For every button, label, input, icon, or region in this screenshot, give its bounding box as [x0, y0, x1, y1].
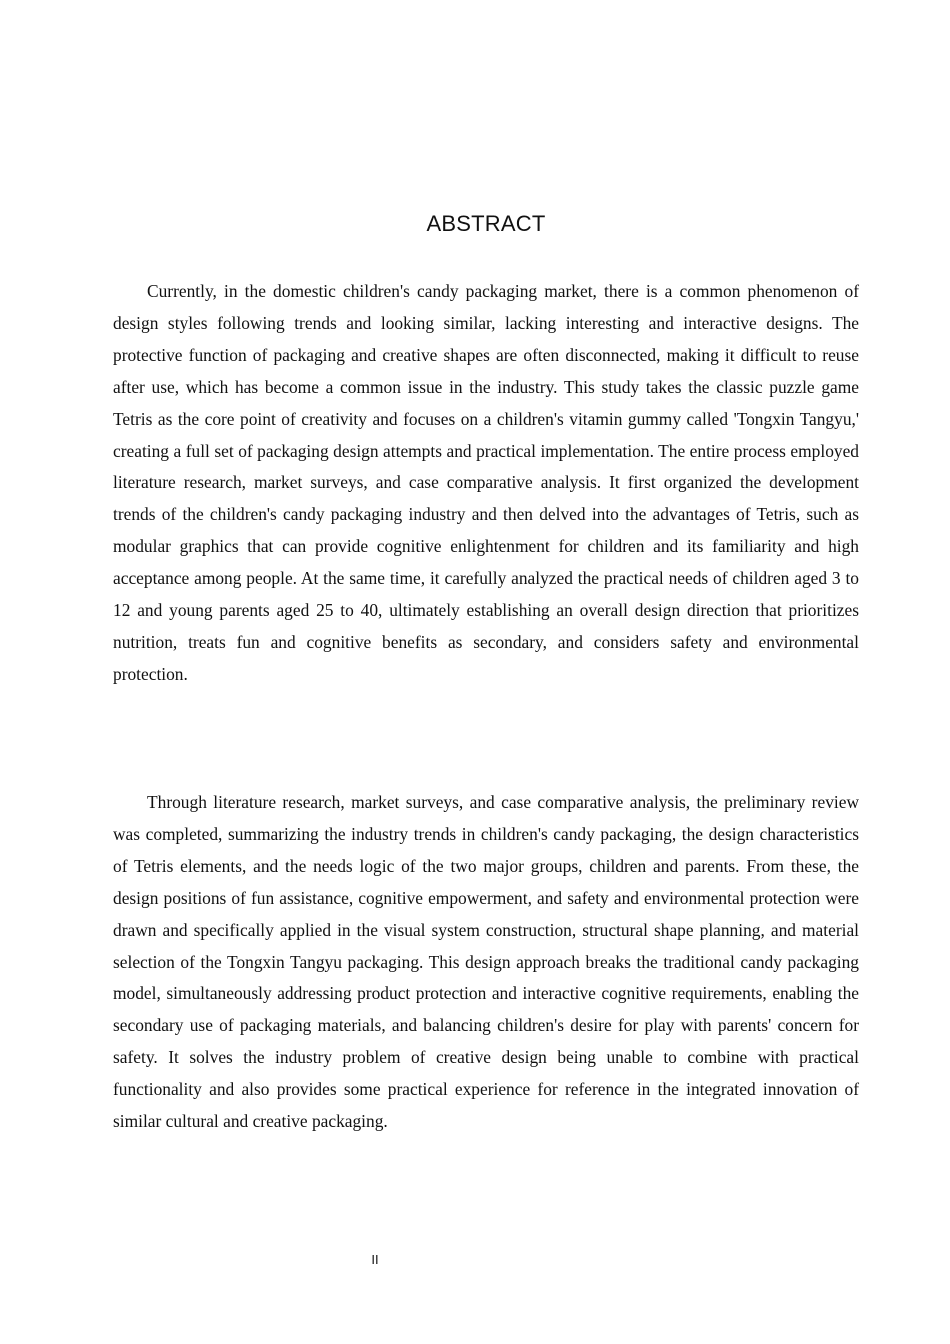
abstract-paragraph-2: Through literature research, market surveys, and case comparative analysis, the preliminary review was completed, summarizing the industry trends in children's candy packaging, the design characteristics of Tetris elements, and the needs logic of the two major groups, children and parents. From these, the design positions of fun assistance, cognitive empowerment, and safety and environmental protection were drawn and specifically applied in the visual system construction, structural shape planning, and material selection of the Tongxin Tangyu packaging. This design approach breaks the traditional candy packaging model, simultaneously addressing product protection and interactive cognitive requirements, enabling the secondary use of packaging materials, and balancing children's desire for play with parents' concern for safety. It solves the industry problem of creative design being unable to combine with practical functionality and also provides some practical experience for reference in the integrated innovation of similar cultural and creative packaging. — [113, 792, 859, 1132]
abstract-paragraph-1: Currently, in the domestic children's candy packaging market, there is a common phenomenon of design styles following trends and looking similar, lacking interesting and interactive designs. The protective function of packaging and creative shapes are often disconnected, making it difficult to reuse after use, which has become a common issue in the industry. This study takes the classic puzzle game Tetris as the core point of creativity and focuses on a children's vitamin gummy called 'Tongxin Tangyu,' creating a full set of packaging design attempts and practical implementation. The entire process employed literature research, market surveys, and case comparative analysis. It first organized the development trends of the children's candy packaging industry and then delved into the advantages of Tetris, such as modular graphics that can provide cognitive enlightenment for children and its familiarity and high acceptance among people. At the same time, it carefully analyzed the practical needs of children aged 3 to 12 and young parents aged 25 to 40, ultimately establishing an overall design direction that prioritizes nutrition, treats fun and cognitive benefits as secondary, and considers safety and environmental protection. — [113, 281, 859, 684]
page-number: II — [371, 1252, 379, 1267]
abstract-title: ABSTRACT — [426, 211, 546, 236]
